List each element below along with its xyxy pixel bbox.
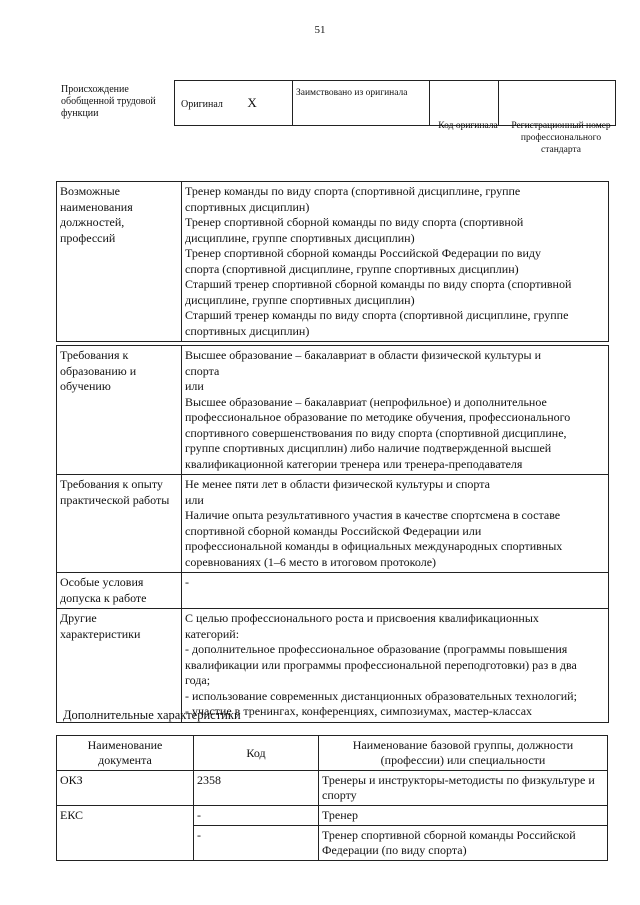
text-line: - [185, 575, 189, 589]
borrowed-cell: Заимствовано из оригинала [293, 81, 430, 126]
table-row [57, 771, 608, 806]
text-line: спортивной сборной команды Российской Федерации или [185, 523, 482, 538]
experience-content [182, 475, 609, 573]
row-code: - [194, 826, 319, 861]
header-document: Наименование документа [57, 736, 194, 771]
text-line: или [185, 379, 204, 393]
text-line: дисциплине, группе спортивных дисциплин) [185, 292, 415, 307]
extra-table [56, 735, 608, 861]
text-line: С целью профессионального роста и присвоения квалификационных [185, 611, 539, 625]
special-conditions-row [57, 573, 609, 609]
text-line: - дополнительное профессиональное образование (программы повышения [185, 642, 568, 656]
text-line: Старший тренер спортивной сборной команды по виду спорта (спортивной [185, 277, 572, 291]
registration-number-caption: Регистрационный номер профессионального стандарта [511, 121, 611, 155]
text-line: спорта [185, 363, 220, 378]
extra-header-row [57, 736, 608, 771]
text-line: - использование современных дистанционных образовательных технологий; [185, 688, 577, 703]
original-cell [175, 81, 293, 126]
other-characteristics-label: Другие характеристики [57, 609, 182, 723]
table-row [57, 806, 608, 826]
original-mark: X [247, 95, 257, 110]
page-number: 51 [314, 24, 326, 36]
other-characteristics-content [182, 609, 609, 723]
positions-table [56, 181, 609, 342]
text-line: Тренер спортивной сборной команды Российской Федерации по виду [185, 246, 541, 260]
text-line: спорта (спортивной дисциплине, группе спортивных дисциплин) [185, 261, 519, 276]
row-name: Тренеры и инструкторы-методисты по физкультуре и спорту [319, 771, 608, 806]
text-line: квалификации или программы профессиональной переподготовки) раз в два [185, 657, 577, 672]
text-line: Наличие опыта результативного участия в качестве спортсмена в составе [185, 508, 561, 522]
text-line: профессиональное образование по методике обучения, профессионального [185, 410, 571, 424]
special-conditions-content [182, 573, 609, 609]
row-name: Тренер спортивной сборной команды Российской Федерации (по виду спорта) [319, 826, 608, 861]
text-line: дисциплине, группе спортивных дисциплин) [185, 230, 415, 245]
row-name: Тренер [319, 806, 608, 826]
row-code: - [194, 806, 319, 826]
code-original-cell [430, 81, 499, 126]
origin-label: Происхождение обобщенной трудовой функции [61, 84, 156, 119]
code-original-caption: Код оригинала [438, 121, 498, 131]
experience-label: Требования к опыту практической работы [57, 475, 182, 573]
row-document: ЕКС [57, 806, 194, 861]
positions-content [182, 182, 609, 342]
text-line: группе спортивных дисциплин) либо наличие подтвержденной высшей [185, 441, 552, 455]
text-line: Не менее пяти лет в области физической культуры и спорта [185, 477, 490, 491]
other-characteristics-row [57, 609, 609, 723]
text-line: Высшее образование – бакалавриат (непрофильное) и дополнительное [185, 394, 547, 409]
text-line: года; [185, 673, 211, 687]
text-line: Тренер команды по виду спорта (спортивной дисциплине, группе [185, 184, 521, 198]
education-content [182, 346, 609, 475]
extra-section-title: Дополнительные характеристики [63, 708, 241, 722]
text-line: Высшее образование – бакалавриат в области физической культуры и [185, 348, 542, 362]
header-name: Наименование базовой группы, должности (профессии) или специальности [319, 736, 608, 771]
text-line: спортивных дисциплин) [185, 323, 310, 338]
experience-row [57, 475, 609, 573]
special-conditions-label: Особые условия допуска к работе [57, 573, 182, 609]
text-line: спортивного совершенствования по виду спорта (спортивной дисциплине, [185, 425, 567, 440]
education-label: Требования к образованию и обучению [57, 346, 182, 475]
requirements-table [56, 345, 609, 723]
text-line: профессиональной команды в официальных международных спортивных [185, 539, 563, 553]
text-line: квалификационной категории тренера или тренера-преподавателя [185, 456, 523, 471]
text-line: или [185, 492, 204, 507]
original-label: Оригинал [181, 99, 223, 110]
header-code: Код [194, 736, 319, 771]
text-line: соревнованиях (1–6 место в итоговом протоколе) [185, 554, 437, 569]
text-line: Тренер спортивной сборной команды по виду спорта (спортивной [185, 215, 524, 229]
text-line: спортивных дисциплин) [185, 199, 310, 214]
row-code: 2358 [194, 771, 319, 806]
row-document: ОКЗ [57, 771, 194, 806]
text-line: Старший тренер команды по виду спорта (спортивной дисциплине, группе [185, 308, 569, 322]
text-line: категорий: [185, 626, 240, 641]
registration-number-cell [499, 81, 616, 126]
education-row [57, 346, 609, 475]
text-line: - участие в тренингах, конференциях, симпозиумах, мастер-классах [185, 704, 533, 718]
positions-label: Возможные наименования должностей, профессий [57, 182, 182, 342]
